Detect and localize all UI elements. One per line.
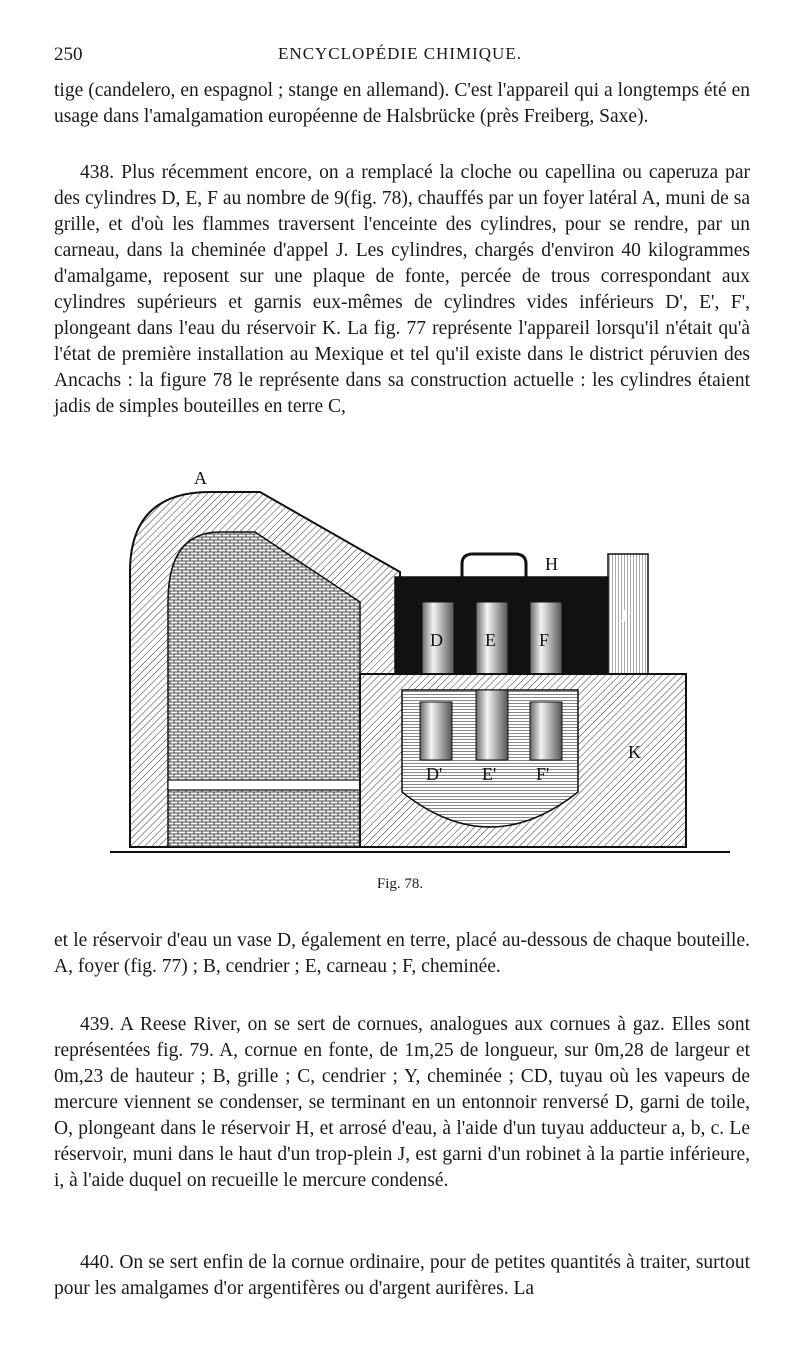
cylinder-E-prime: [476, 690, 508, 760]
label-D-prime: D': [426, 764, 443, 784]
page-number: 250: [54, 44, 83, 65]
paragraph-438-text: 438. Plus récemment encore, on a remplacé la cloche ou capellina ou caperuza par des cylindres D, E, F au nombre de 9(fig. 78), chauffés par un foyer latéral A, muni de sa grille, et d'où les flammes traversent l'enceinte des cylindres, pour se rendre, par un carneau, dans la cheminée d'appel J. Les cylindres, chargés d'environ 40 kilogrammes d'amalgame, reposent sur une plaque de fonte, percée de trous correspondant aux cylindres supérieurs et garnis eux-mêmes de cylindres vides inférieurs D', E', F', plongeant dans l'eau du réservoir K. La fig. 77 représente l'appareil lorsqu'il n'était qu'à l'état de première installation au Mexique et tel qu'il existe dans le district péruvien des Ancachs : la figure 78 le représente dans sa construction actuelle : les cylindres étaient jadis de simples bouteilles en terre C,: [54, 162, 750, 417]
grate: [168, 780, 360, 790]
label-E: E: [485, 630, 496, 650]
cylinder-D-prime: [420, 702, 452, 760]
paragraph-after-figure-text: et le réservoir d'eau un vase D, également en terre, placé au-dessous de chaque bouteille. A, foyer (fig. 77) ; B, cendrier ; E, carneau ; F, cheminée.: [54, 930, 750, 977]
paragraph-intro-text: tige (candelero, en espagnol ; stange en allemand). C'est l'appareil qui a longtemps été en usage dans l'amalgamation européenne de Halsbrücke (près Freiberg, Saxe).: [54, 80, 750, 127]
figure-caption: Fig. 78.: [376, 876, 424, 892]
label-F-prime: F': [536, 764, 550, 784]
label-F: F: [539, 630, 550, 650]
running-title: ENCYCLOPÉDIE CHIMIQUE.: [278, 44, 522, 63]
cylinder-F-prime: [530, 702, 562, 760]
label-H: H: [545, 554, 558, 574]
paragraph-intro: [54, 78, 750, 130]
page-header: [54, 44, 746, 70]
figure-78: [90, 462, 750, 892]
label-J: J: [620, 606, 628, 626]
paragraph-438: [54, 160, 750, 420]
handle: [462, 554, 526, 577]
paragraph-after-figure: [54, 928, 750, 980]
label-D: D: [430, 630, 443, 650]
label-A: A: [194, 468, 207, 488]
paragraph-440: [54, 1250, 750, 1302]
chimney-J: [608, 554, 648, 674]
paragraph-439-text: 439. A Reese River, on se sert de cornues, analogues aux cornues à gaz. Elles sont représentées fig. 79. A, cornue en fonte, de 1m,25 de longueur, sur 0m,28 de largeur et 0m,23 de hauteur ; B, grille ; C, cendrier ; Y, cheminée ; CD, tuyau où les vapeurs de mercure viennent se condenser, se terminant en un entonnoir renversé D, garni de toile, O, plongeant dans le réservoir H, et arrosé d'eau, à l'aide d'un tuyau adducteur a, b, c. Le réservoir, muni dans le haut d'un trop-plein J, est garni d'un robinet à la partie inférieure, i, à l'aide duquel on recueille le mercure condensé.: [54, 1014, 750, 1191]
paragraph-439: [54, 1012, 750, 1194]
paragraph-440-text: 440. On se sert enfin de la cornue ordinaire, pour de petites quantités à traiter, surtout pour les amalgames d'or argentifères ou d'argent aurifères. La: [54, 1252, 750, 1299]
label-E-prime: E': [482, 764, 497, 784]
label-K: K: [628, 742, 641, 762]
